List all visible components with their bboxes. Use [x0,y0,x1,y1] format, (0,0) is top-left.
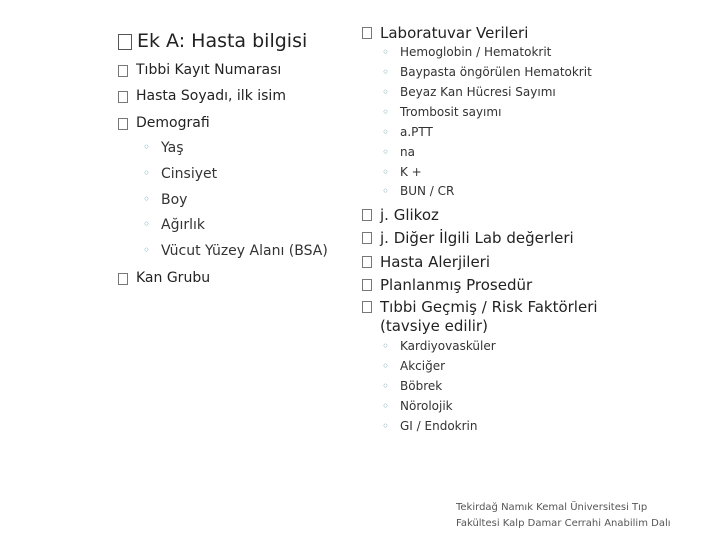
sub-list-item-label: Beyaz Kan Hücresi Sayımı [400,85,556,99]
sub-list-item-label: Nörolojik [400,399,453,413]
section-heading-laboratuvar: Laboratuvar Verileri [380,24,529,42]
sub-list-item [143,192,187,208]
sub-list-item [382,65,592,79]
right-heading-row [362,24,528,42]
list-item-label: Kan Grubu [136,270,211,286]
circle-bullet-icon: ◦ [382,165,390,179]
footer-caption [456,500,671,532]
sub-list-item-label: Kardiyovasküler [400,339,496,353]
sub-list-item [143,243,328,259]
sub-list-item [143,166,217,182]
circle-bullet-icon: ◦ [143,140,151,154]
section-heading-hasta-bilgisi: Ek A: Hasta bilgisi [137,30,308,52]
sub-list-item [382,105,501,119]
list-item-label: Tıbbi Kayıt Numarası [136,62,282,78]
circle-bullet-icon: ◦ [382,359,390,373]
circle-bullet-icon: ◦ [382,105,390,119]
list-item [362,206,439,224]
list-item [118,62,281,78]
list-item-label: j. Glikoz [380,206,439,224]
checkbox-icon [362,279,372,291]
circle-bullet-icon: ◦ [382,399,390,413]
sub-list-item-label: na [400,145,415,159]
list-item-label: Hasta Soyadı, ilk isim [136,88,286,104]
circle-bullet-icon: ◦ [143,243,151,257]
checkbox-icon [362,301,372,313]
sub-list-item-label: Böbrek [400,379,443,393]
sub-list-item [143,217,205,233]
list-item-label: j. Diğer İlgili Lab değerleri [380,229,574,247]
sub-list-item [382,339,496,353]
checkbox-icon [362,256,372,268]
sub-list-item-label: K + [400,165,422,179]
checkbox-icon [118,34,132,50]
checkbox-icon [118,273,128,285]
sub-list-item-label: GI / Endokrin [400,419,478,433]
list-item [362,298,662,336]
list-item [118,115,210,131]
sub-list-item-label: Vücut Yüzey Alanı (BSA) [161,243,328,259]
circle-bullet-icon: ◦ [382,125,390,139]
sub-list-item [382,145,415,159]
circle-bullet-icon: ◦ [382,65,390,79]
sub-list-item [382,45,551,59]
list-item [362,253,490,271]
checkbox-icon [118,65,128,77]
sub-list-item-label: a.PTT [400,125,433,139]
circle-bullet-icon: ◦ [382,184,390,198]
checkbox-icon [118,91,128,103]
sub-list-item-label: Trombosit sayımı [400,105,502,119]
sub-list-item [143,140,184,156]
sub-list-item [382,184,454,198]
sub-list-item-label: Cinsiyet [161,166,218,182]
list-item-label: Tıbbi Geçmiş / Risk Faktörleri (tavsiye edilir) [380,298,598,335]
sub-list-item-label: BUN / CR [400,184,455,198]
circle-bullet-icon: ◦ [143,192,151,206]
sub-list-item [382,399,453,413]
circle-bullet-icon: ◦ [382,45,390,59]
circle-bullet-icon: ◦ [143,217,151,231]
checkbox-icon [362,209,372,221]
circle-bullet-icon: ◦ [143,166,151,180]
circle-bullet-icon: ◦ [382,339,390,353]
list-item-label: Demografi [136,115,210,131]
footer-line-2: Fakültesi Kalp Damar Cerrahi Anabilim Dalı [456,518,671,529]
checkbox-icon [362,232,372,244]
list-item [362,229,574,247]
sub-list-item [382,125,433,139]
sub-list-item [382,419,477,433]
left-heading-row [118,30,307,52]
sub-list-item [382,85,556,99]
list-item-label: Hasta Alerjileri [380,253,491,271]
sub-list-item [382,359,445,373]
list-item [118,88,286,104]
checkbox-icon [118,118,128,130]
sub-list-item-label: Baypasta öngörülen Hematokrit [400,65,592,79]
sub-list-item-label: Ağırlık [161,217,205,233]
circle-bullet-icon: ◦ [382,379,390,393]
sub-list-item [382,379,442,393]
sub-list-item [382,165,422,179]
sub-list-item-label: Yaş [161,140,184,156]
list-item-label: Planlanmış Prosedür [380,276,533,294]
checkbox-icon [362,27,372,39]
sub-list-item-label: Boy [161,192,188,208]
list-item [362,276,532,294]
footer-line-1: Tekirdağ Namık Kemal Üniversitesi Tıp [456,502,648,513]
circle-bullet-icon: ◦ [382,145,390,159]
circle-bullet-icon: ◦ [382,419,390,433]
circle-bullet-icon: ◦ [382,85,390,99]
sub-list-item-label: Akciğer [400,359,446,373]
list-item [118,270,210,286]
sub-list-item-label: Hemoglobin / Hematokrit [400,45,552,59]
